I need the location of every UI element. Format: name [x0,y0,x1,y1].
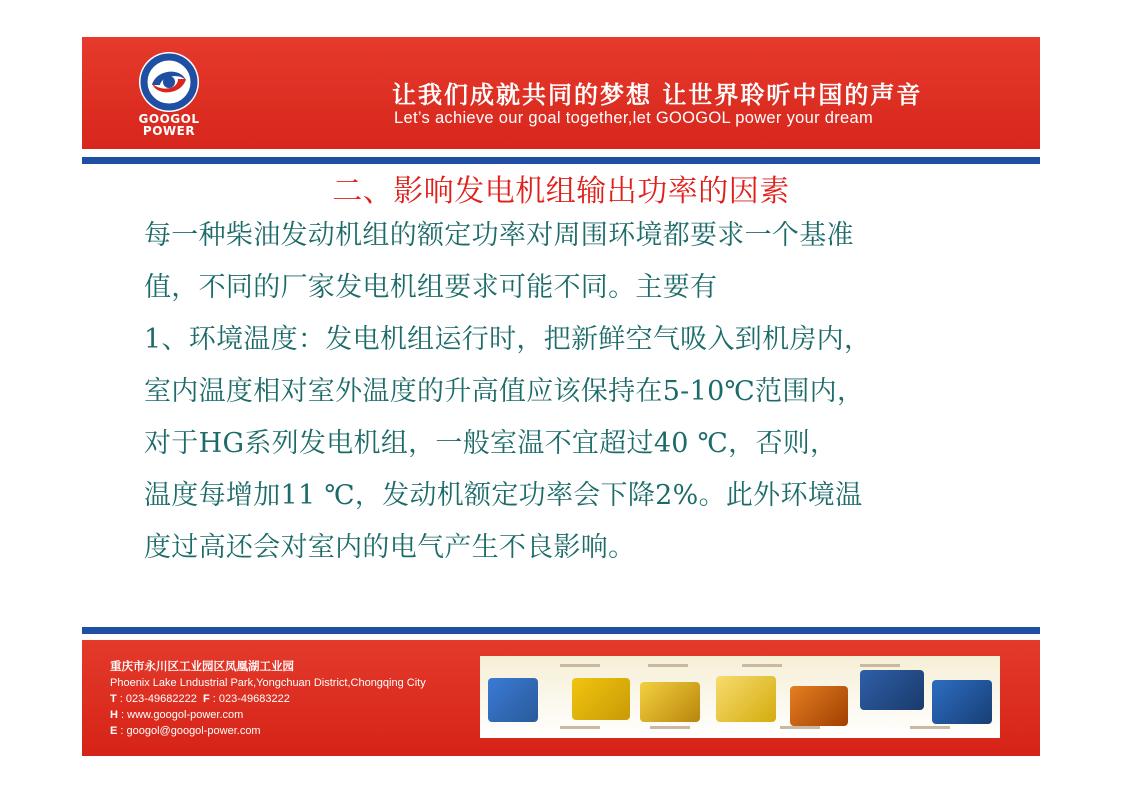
product-caption [650,726,690,729]
body-line: 对于HG系列发电机组，一般室温不宜超过40 ℃，否则， [144,428,838,459]
phone-fax-line: T : 023-49682222 F : 023-49683222 [110,693,290,705]
footer-divider-bar [82,627,1040,634]
slide-title: 二、影响发电机组输出功率的因素 [332,174,790,209]
googol-swirl-icon [138,51,200,113]
address-english: Phoenix Lake Lndustrial Park,Yongchuan District,Chongqing City [110,677,426,689]
product-caption [780,726,820,729]
engine-icon [790,686,848,726]
body-line: 1、环境温度：发电机组运行时，把新鲜空气吸入到机房内， [144,324,872,355]
engine-icon [932,680,992,724]
slogan-chinese: 让我们成就共同的梦想 让世界聆听中国的声音 [392,81,923,109]
product-caption [648,664,688,667]
website-line: H : www.googol-power.com [110,709,244,721]
footer-banner [82,640,1040,756]
body-line: 温度每增加11 ℃，发动机额定功率会下降2%。此外环境温 [144,480,863,511]
product-caption [860,664,900,667]
address-chinese: 重庆市永川区工业园区凤凰湖工业园 [110,659,294,673]
product-caption [560,726,600,729]
tel-number: 023-49682222 [125,693,197,705]
product-caption [560,664,600,667]
body-line: 度过高还会对室内的电气产生不良影响。 [144,532,636,563]
header-banner [82,37,1040,149]
email-label: E [110,725,118,737]
email-line: E : googol@googol-power.com [110,725,261,737]
email-link[interactable]: googol@googol-power.com [126,725,261,737]
website-link[interactable]: www.googol-power.com [127,709,244,721]
logo-text-power: POWER [142,124,196,138]
product-caption [742,664,782,667]
body-line: 每一种柴油发动机组的额定功率对周围环境都要求一个基准 [144,220,854,251]
engine-icon [488,678,538,722]
tel-label: T [110,693,117,705]
product-caption [910,726,950,729]
body-text [144,213,1044,577]
engine-icon [640,682,700,722]
slogan-english: Let’s achieve our goal together,let GOOGOL power your dream [394,109,874,127]
fax-label: F [203,693,210,705]
engine-icon [860,670,924,710]
header-divider-bar [82,157,1040,164]
logo-text-googol: GOOGOL [138,112,200,126]
fax-number: 023-49683222 [218,693,290,705]
product-lineup-image [480,656,1000,738]
engine-icon [572,678,630,720]
engine-icon [716,676,776,722]
googol-logo [124,51,214,143]
logo-text [124,113,214,137]
body-line: 值，不同的厂家发电机组要求可能不同。主要有 [144,272,718,303]
web-label: H [110,709,118,721]
body-line: 室内温度相对室外温度的升高值应该保持在5-10℃范围内， [144,376,865,407]
contact-block [110,658,426,739]
